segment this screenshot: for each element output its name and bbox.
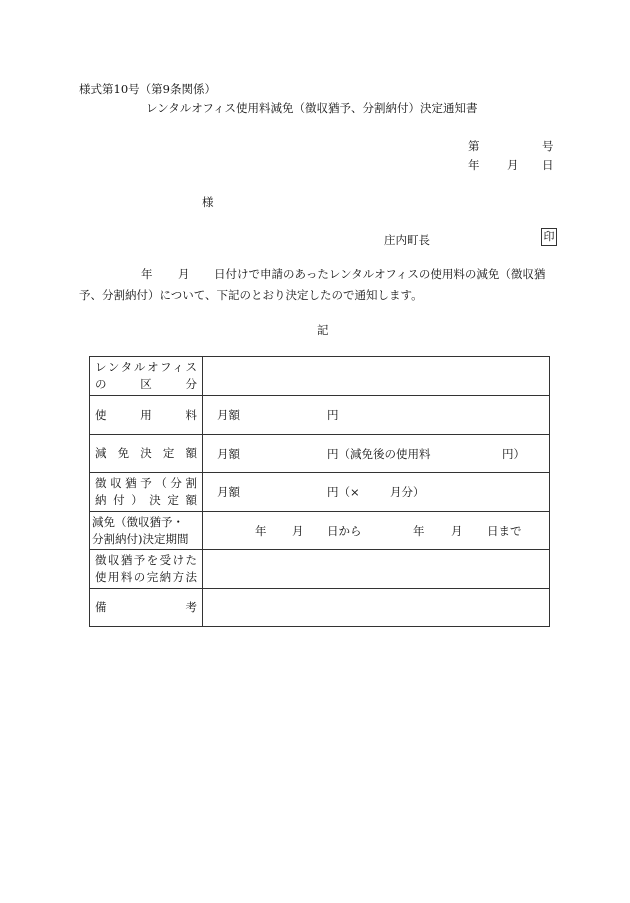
seal-mark: 印 xyxy=(541,228,557,246)
value-payment-method xyxy=(203,550,550,589)
value-deferment-amount: 月額 円（× 月分） xyxy=(203,473,550,512)
form-number: 様式第10号（第9条関係） xyxy=(79,82,216,96)
date-day: 日 xyxy=(542,158,554,172)
label-decision-period: 減免（徴収猶予・ 分割納付)決定期間 xyxy=(90,512,203,550)
issuer: 庄内町長 xyxy=(384,233,430,247)
value-remarks xyxy=(203,589,550,627)
decision-table xyxy=(89,356,550,627)
label-exemption-amount: 減免決定額 xyxy=(90,435,203,473)
date-year: 年 xyxy=(468,158,480,172)
row-usage-fee xyxy=(90,396,550,435)
document-title: レンタルオフィス使用料減免（徴収猶予、分割納付）決定通知書 xyxy=(146,101,478,115)
label-deferment-amount: 徴収猶予（分割 納付）決定額 xyxy=(90,473,203,512)
value-office-category xyxy=(203,357,550,396)
label-payment-method: 徴収猶予を受けた 使用料の完納方法 xyxy=(90,550,203,589)
value-exemption-amount: 月額 円（減免後の使用料 円） xyxy=(203,435,550,473)
label-office-category: レンタルオフィス の 区 分 xyxy=(90,357,203,396)
row-remarks xyxy=(90,589,550,627)
row-exemption-amount xyxy=(90,435,550,473)
body-month: 月 xyxy=(178,267,190,281)
number-dai: 第 xyxy=(468,139,480,153)
ki-heading: 記 xyxy=(317,323,329,337)
label-remarks: 備 考 xyxy=(90,589,203,627)
value-decision-period: 年 月 日から 年 月 日まで xyxy=(203,512,550,550)
date-month: 月 xyxy=(507,158,519,172)
row-decision-period xyxy=(90,512,550,550)
label-usage-fee: 使 用 料 xyxy=(90,396,203,435)
body-text-line1: 日付けで申請のあったレンタルオフィスの使用料の減免（徴収猶 xyxy=(214,267,546,281)
body-year: 年 xyxy=(141,267,153,281)
value-usage-fee: 月額 円 xyxy=(203,396,550,435)
recipient-suffix: 様 xyxy=(202,195,214,209)
row-office-category xyxy=(90,357,550,396)
number-gou: 号 xyxy=(542,139,554,153)
row-payment-method xyxy=(90,550,550,589)
row-deferment-amount xyxy=(90,473,550,512)
body-text-line2: 予、分割納付）について、下記のとおり決定したので通知します。 xyxy=(79,288,423,302)
